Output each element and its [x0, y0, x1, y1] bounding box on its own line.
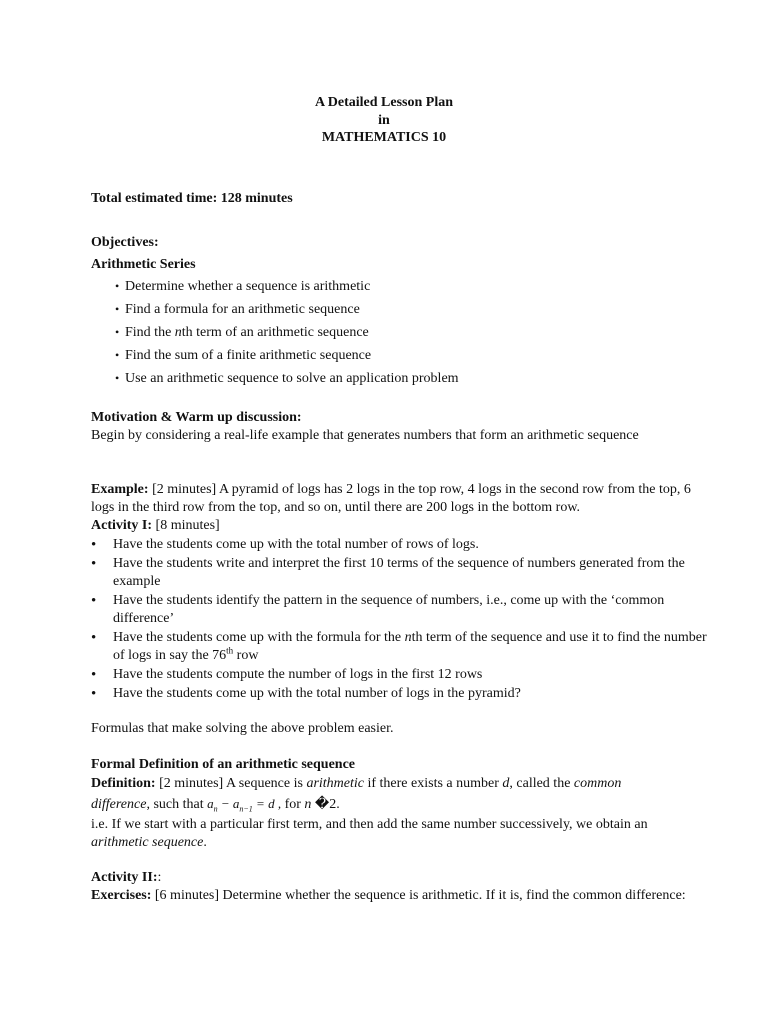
activity-item: • Have the students compute the number of logs in the first 12 rows: [91, 666, 708, 684]
title-line-3: MATHEMATICS 10: [321, 130, 447, 145]
total-time: Total estimated time: 128 minutes: [91, 191, 293, 206]
difference-formula: $a_n - a_{n-1} = d$ ,: [207, 796, 282, 814]
objectives-list: [91, 275, 696, 390]
document-title: [0, 94, 768, 147]
formal-definition-heading: Formal Definition of an arithmetic sequence: [91, 757, 356, 772]
objective-item: • Find a formula for an arithmetic sequence: [91, 298, 696, 321]
motivation-heading: Motivation & Warm up discussion:: [91, 410, 302, 425]
motivation-text: Begin by considering a real-life example that generates numbers that form an arithmetic sequence: [91, 428, 639, 443]
title-line-2: in: [378, 112, 390, 128]
example-paragraph: Example: [2 minutes] A pyramid of logs has 2 logs in the top row, 4 logs in the second row from the top, 6 logs in the third row from the top, and so on, until there are 200 logs in the bottom row.: [91, 482, 691, 515]
activity-1-list: [91, 536, 708, 704]
objective-item: • Find the nth term of an arithmetic sequence: [91, 321, 696, 344]
objective-item: • Use an arithmetic sequence to solve an application problem: [91, 367, 696, 390]
objective-item: • Determine whether a sequence is arithmetic: [91, 275, 696, 298]
objective-item: • Find the sum of a finite arithmetic sequence: [91, 344, 696, 367]
activity-item: • Have the students come up with the total number of logs in the pyramid?: [91, 685, 708, 703]
objectives-heading: Objectives:: [91, 235, 159, 250]
activity-2-heading: Activity II::: [91, 870, 162, 885]
formulas-text: Formulas that make solving the above problem easier.: [91, 721, 394, 736]
activity-item: • Have the students come up with the total number of rows of logs.: [91, 536, 708, 554]
activity-item: • Have the students come up with the formula for the nth term of the sequence and use it to find the number of logs in say the 76th row: [91, 629, 708, 665]
objectives-subheading: Arithmetic Series: [91, 257, 196, 272]
activity-1-heading: Activity I: [8 minutes]: [91, 518, 220, 533]
activity-item: • Have the students write and interpret the first 10 terms of the sequence of numbers generated from the example: [91, 555, 708, 591]
title-line-1: A Detailed Lesson Plan: [314, 95, 454, 110]
exercises-paragraph: Exercises: [6 minutes] Determine whether the sequence is arithmetic. If it is, find the common difference:: [91, 888, 686, 903]
ie-paragraph: i.e. If we start with a particular first term, and then add the same number successively, we obtain an arithmetic sequence.: [91, 817, 648, 850]
activity-item: • Have the students identify the pattern in the sequence of numbers, i.e., come up with the ‘common difference’: [91, 592, 708, 628]
definition-paragraph: Definition: [2 minutes] A sequence is arithmetic if there exists a number d, called the common difference, such that $a_n - a_{n-1} = d$ , for n �2.: [91, 776, 622, 814]
